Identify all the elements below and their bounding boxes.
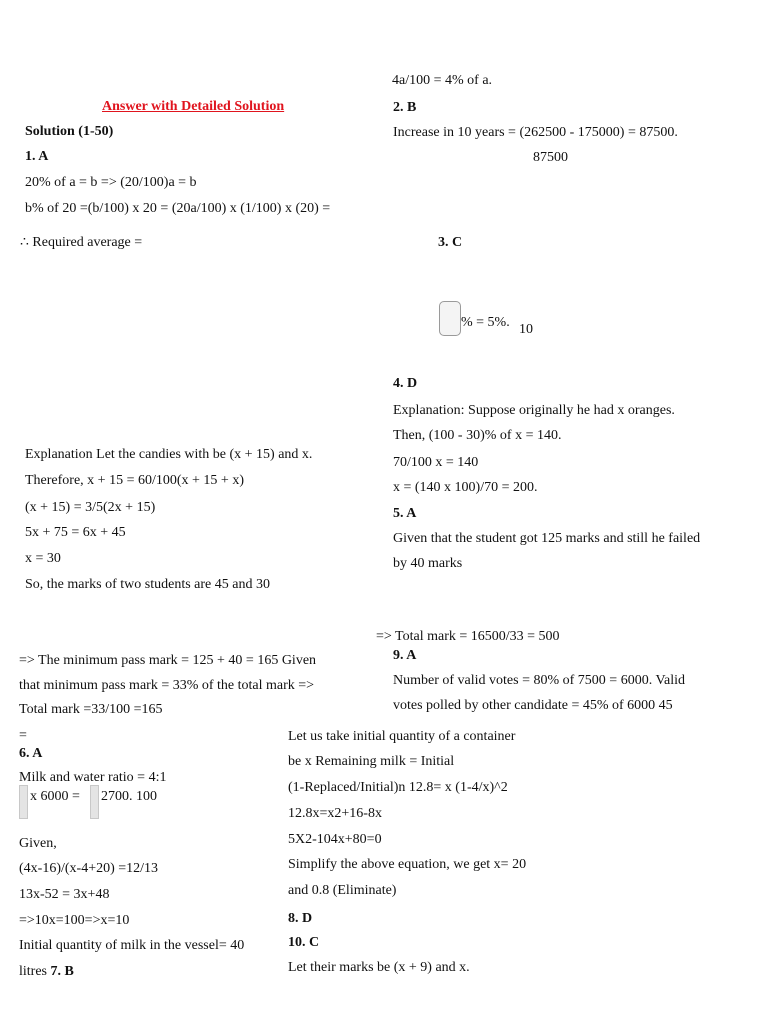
text-line: x = 30 xyxy=(25,551,61,566)
text-line: be x Remaining milk = Initial xyxy=(288,754,455,769)
text-line: 5x + 75 = 6x + 45 xyxy=(25,525,126,540)
text-line: Explanation: Suppose originally he had x oranges. xyxy=(393,403,675,418)
text-line: (4x-16)/(x-4+20) =12/13 xyxy=(19,861,159,876)
text-line: 87500 xyxy=(533,150,568,165)
text-line: So, the marks of two students are 45 and 30 xyxy=(25,577,270,592)
text-line: ∴ Required average = xyxy=(20,235,143,250)
text-line: Number of valid votes = 80% of 7500 = 6000. Valid xyxy=(393,673,685,688)
answer-label: 10. C xyxy=(288,935,320,950)
answer-label: 8. D xyxy=(288,911,313,926)
answer-label: 1. A xyxy=(25,149,49,164)
answer-label: 3. C xyxy=(438,235,463,250)
text-line: Explanation Let the candies with be (x + 15) and x. xyxy=(25,447,313,462)
text-line: 10 xyxy=(519,322,533,337)
text-line: => Total mark = 16500/33 = 500 xyxy=(376,629,560,644)
text-line: 2700. 100 xyxy=(101,789,157,804)
text-line: Given, xyxy=(19,836,57,851)
text-fragment: litres xyxy=(19,964,47,979)
text-line: =>10x=100=>x=10 xyxy=(19,913,130,928)
answer-label: 2. B xyxy=(393,100,417,115)
text-line: that minimum pass mark = 33% of the total mark => xyxy=(19,678,315,693)
text-line: Therefore, x + 15 = 60/100(x + 15 + x) xyxy=(25,473,244,488)
text-line: Then, (100 - 30)% of x = 140. xyxy=(393,428,562,443)
text-line: 4a/100 = 4% of a. xyxy=(392,73,493,88)
text-line: 13x-52 = 3x+48 xyxy=(19,887,110,902)
section-heading: Solution (1-50) xyxy=(25,124,114,139)
answer-label: 5. A xyxy=(393,506,417,521)
text-line: (1-Replaced/Initial)n 12.8= x (1-4/x)^2 xyxy=(288,780,508,795)
text-line: % = 5%. xyxy=(461,315,510,330)
text-line: 12.8x=x2+16-8x xyxy=(288,806,382,821)
document-title: Answer with Detailed Solution xyxy=(102,99,285,114)
text-line: and 0.8 (Eliminate) xyxy=(288,883,397,898)
text-line xyxy=(19,964,74,980)
text-line: 70/100 x = 140 xyxy=(393,455,479,470)
text-line: Total mark =33/100 =165 xyxy=(19,702,163,717)
text-line: x 6000 = xyxy=(30,789,80,804)
text-line: Let their marks be (x + 9) and x. xyxy=(288,960,470,975)
answer-label: 6. A xyxy=(19,746,43,761)
answer-label: 9. A xyxy=(393,648,417,663)
text-line: 5X2-104x+80=0 xyxy=(288,832,382,847)
text-line: Let us take initial quantity of a container xyxy=(288,729,516,744)
text-line: => The minimum pass mark = 125 + 40 = 165 Given xyxy=(19,653,317,668)
text-line: (x + 15) = 3/5(2x + 15) xyxy=(25,500,156,515)
fraction-placeholder-icon xyxy=(90,785,99,819)
text-line: = xyxy=(19,728,27,743)
text-line: x = (140 x 100)/70 = 200. xyxy=(393,480,538,495)
text-line: Increase in 10 years = (262500 - 175000) = 87500. xyxy=(393,125,678,140)
text-line: Milk and water ratio = 4:1 xyxy=(19,770,167,785)
text-line: 20% of a = b => (20/100)a = b xyxy=(25,175,197,190)
text-line: votes polled by other candidate = 45% of 6000 45 xyxy=(393,698,673,713)
answer-label: 7. B xyxy=(50,964,74,979)
text-line: Initial quantity of milk in the vessel= 40 xyxy=(19,938,245,953)
text-line: Simplify the above equation, we get x= 20 xyxy=(288,857,527,872)
text-line: b% of 20 =(b/100) x 20 = (20a/100) x (1/100) x (20) = xyxy=(25,201,331,216)
text-line: Given that the student got 125 marks and still he failed xyxy=(393,531,701,546)
equation-bracket-icon xyxy=(439,301,461,336)
fraction-placeholder-icon xyxy=(19,785,28,819)
text-line: by 40 marks xyxy=(393,556,463,571)
answer-label: 4. D xyxy=(393,376,418,391)
